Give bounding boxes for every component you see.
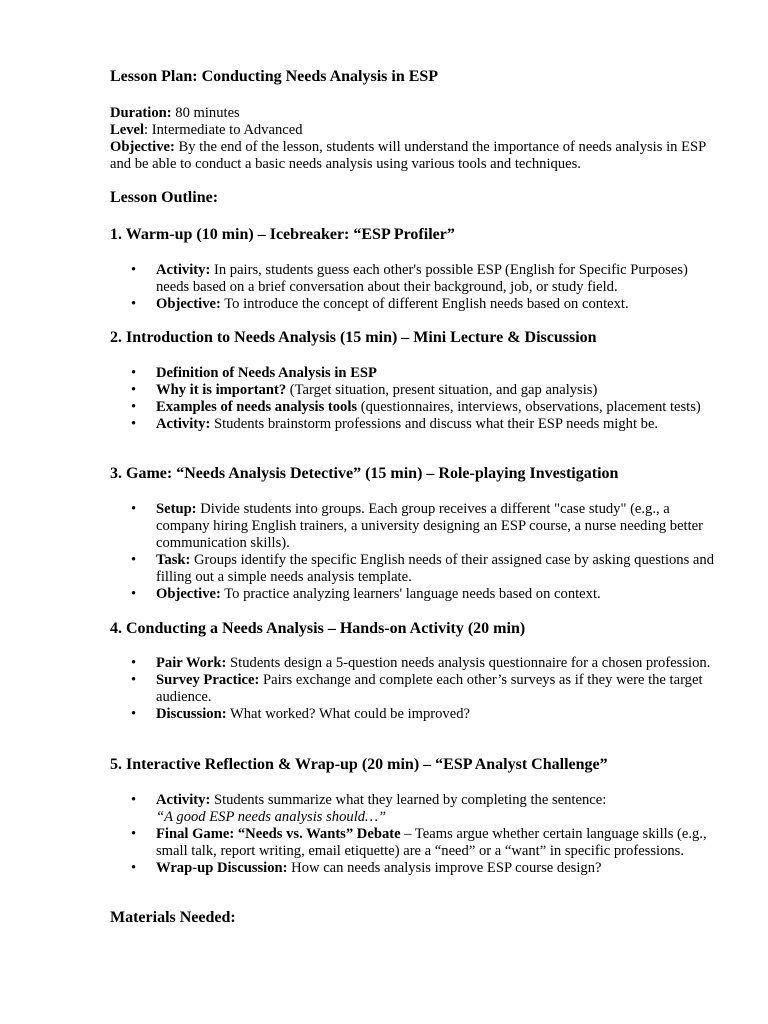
item-text: To introduce the concept of different English needs based on context. <box>220 296 629 312</box>
materials-heading: Materials Needed: <box>110 909 236 926</box>
list-item: • Objective: To introduce the concept of different English needs based on context. <box>131 296 629 312</box>
list-item: • Why it is important? (Target situation, present situation, and gap analysis) <box>131 382 598 398</box>
duration-value: 80 minutes <box>171 105 240 121</box>
item-label: Wrap-up Discussion: <box>156 860 288 876</box>
list-item: • Task: Groups identify the specific English needs of their assigned case by asking questions and filling out a simple needs analysis template. <box>131 552 714 585</box>
item-text: (questionnaires, interviews, observations, placement tests) <box>357 399 701 415</box>
item-text: Students brainstorm professions and discuss what their ESP needs might be. <box>210 416 659 432</box>
item-text: To practice analyzing learners' language needs based on context. <box>220 586 601 602</box>
item-text: What worked? What could be improved? <box>226 706 470 722</box>
list-item: • Activity: Students summarize what they learned by completing the sentence: “A good ESP needs analysis should…” <box>131 792 607 825</box>
section-1-list <box>110 262 715 313</box>
list-item: • Setup: Divide students into groups. Each group receives a different "case study" (e.g., a company hiring English trainers, a university designing an ESP course, a nurse needing better communication skills). <box>131 501 704 551</box>
duration-label: Duration: <box>110 105 172 121</box>
section-5-list <box>110 792 715 877</box>
level-label: Level <box>110 122 145 138</box>
list-item: • Definition of Needs Analysis in ESP <box>131 365 377 381</box>
item-text: Pairs exchange and complete each other’s surveys as if they were the target audience. <box>156 672 703 705</box>
item-text: In pairs, students guess each other's possible ESP (English for Specific Purposes) needs based on a brief conversation about their background, job, or study field. <box>156 262 688 295</box>
list-item: • Examples of needs analysis tools (questionnaires, interviews, observations, placement tests) <box>131 399 701 415</box>
item-text: – Teams argue whether certain language skills (e.g., small talk, report writing, email etiquette) are a “need” or a “want” in specific professions. <box>156 826 707 859</box>
page-title: Lesson Plan: Conducting Needs Analysis in ESP <box>110 68 439 85</box>
list-item: • Discussion: What worked? What could be improved? <box>131 706 470 722</box>
item-text: How can needs analysis improve ESP course design? <box>287 860 602 876</box>
item-label: Why it is important? <box>156 382 287 398</box>
list-item: • Pair Work: Students design a 5-question needs analysis questionnaire for a chosen profession. <box>131 655 711 671</box>
item-label: Definition of Needs Analysis in ESP <box>156 365 377 381</box>
item-text: (Target situation, present situation, and gap analysis) <box>286 382 598 398</box>
item-italic-sentence: “A good ESP needs analysis should…” <box>156 809 387 825</box>
item-text: Students summarize what they learned by completing the sentence: <box>210 792 607 808</box>
item-label: Activity: <box>156 262 211 278</box>
list-item: • Survey Practice: Pairs exchange and complete each other’s surveys as if they were the target audience. <box>131 672 703 705</box>
item-label: Objective: <box>156 296 221 312</box>
item-label: Survey Practice: <box>156 672 260 688</box>
item-label: Activity: <box>156 416 211 432</box>
item-label: Pair Work: <box>156 655 227 671</box>
level-line <box>110 122 715 139</box>
outline-heading: Lesson Outline: <box>110 189 219 206</box>
section-2-list <box>110 365 715 433</box>
item-text: Students design a 5-question needs analysis questionnaire for a chosen profession. <box>226 655 711 671</box>
section-3-heading: 3. Game: “Needs Analysis Detective” (15 min) – Role-playing Investigation <box>110 465 619 482</box>
lesson-meta <box>110 105 715 173</box>
section-4-heading: 4. Conducting a Needs Analysis – Hands-on Activity (20 min) <box>110 620 526 637</box>
section-3-list <box>110 501 715 603</box>
section-1-heading: 1. Warm-up (10 min) – Icebreaker: “ESP Profiler” <box>110 226 455 243</box>
level-value: : Intermediate to Advanced <box>144 122 303 138</box>
item-label: Examples of needs analysis tools <box>156 399 358 415</box>
item-label: Activity: <box>156 792 211 808</box>
item-text: Divide students into groups. Each group receives a different "case study" (e.g., a company hiring English trainers, a university designing an ESP course, a nurse needing better communication skills). <box>156 501 704 551</box>
list-item: • Final Game: “Needs vs. Wants” Debate – Teams argue whether certain language skills (e.g., small talk, report writing, email etiquette) are a “need” or a “want” in specific professions. <box>131 826 707 859</box>
list-item: • Wrap-up Discussion: How can needs analysis improve ESP course design? <box>131 860 602 876</box>
item-label: Task: <box>156 552 191 568</box>
duration-line <box>110 105 715 122</box>
item-label: Setup: <box>156 501 197 517</box>
item-label: Discussion: <box>156 706 227 722</box>
item-text: Groups identify the specific English needs of their assigned case by asking questions and filling out a simple needs analysis template. <box>156 552 714 585</box>
item-label: Final Game: “Needs vs. Wants” Debate <box>156 826 401 842</box>
list-item: • Objective: To practice analyzing learners' language needs based on context. <box>131 586 601 602</box>
item-label: Objective: <box>156 586 221 602</box>
section-4-list <box>110 655 715 723</box>
section-2-heading: 2. Introduction to Needs Analysis (15 min) – Mini Lecture & Discussion <box>110 329 597 346</box>
objective-line <box>110 139 715 173</box>
objective-label: Objective: <box>110 139 175 155</box>
objective-value: By the end of the lesson, students will understand the importance of needs analysis in ESP and be able to conduct a basic needs analysis using various tools and techniques. <box>110 139 706 172</box>
list-item: • Activity: Students brainstorm professions and discuss what their ESP needs might be. <box>131 416 659 432</box>
list-item: • Activity: In pairs, students guess each other's possible ESP (English for Specific Purposes) needs based on a brief conversation about their background, job, or study field. <box>131 262 688 295</box>
section-5-heading: 5. Interactive Reflection & Wrap-up (20 min) – “ESP Analyst Challenge” <box>110 756 608 773</box>
